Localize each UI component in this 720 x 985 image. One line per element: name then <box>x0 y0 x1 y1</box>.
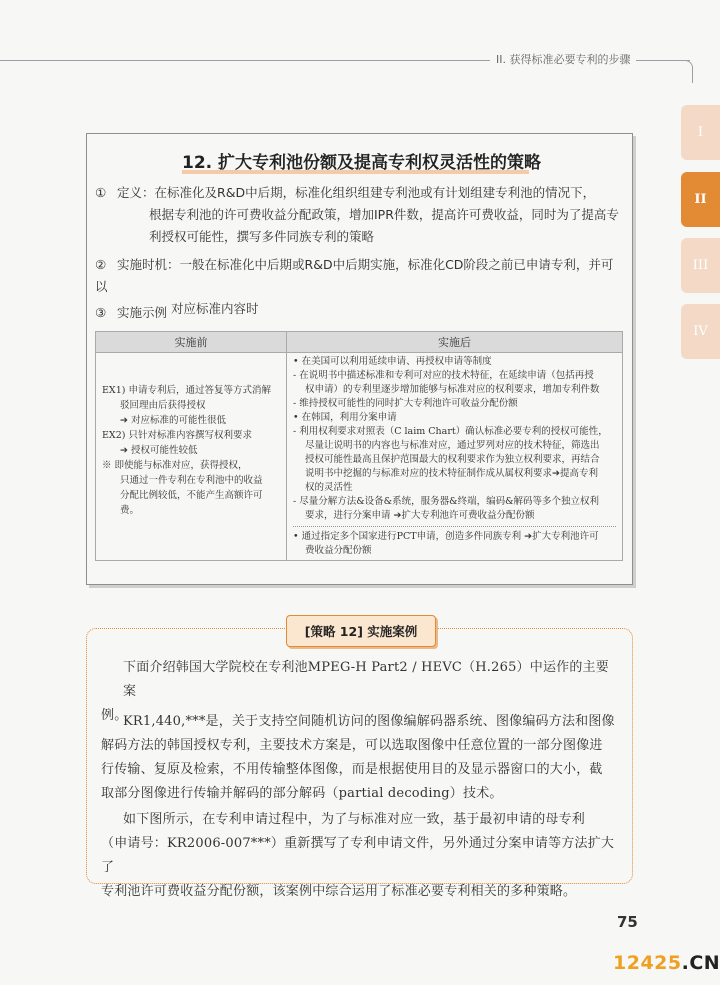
before-line: ➔ 授权可能性较低 <box>120 445 198 456</box>
case-paragraph-2 <box>101 710 621 806</box>
before-line: ※ 即使能与标准对应，获得授权， <box>102 460 248 471</box>
case-line: 取部分图像进行传输并解码的部分解码（partial decoding）技术。 <box>101 786 503 801</box>
before-cell <box>96 353 287 561</box>
definition-number: ① <box>95 185 107 200</box>
strategy-title: 12. 扩大专利池份额及提高专利权灵活性的策略 <box>182 153 542 173</box>
chapter-tab-1[interactable]: I <box>681 105 720 160</box>
after-line: - 在说明书中描述标准和专利可对应的技术特征，在延续申请（包括再授 <box>293 370 594 381</box>
before-line: 费。 <box>120 505 140 516</box>
case-line: KR1,440,***是，关于支持空间随机访问的图像编解码器系统、图像编码方法和图像 <box>123 714 615 729</box>
case-line: 如下图所示，在专利申请过程中，为了与标准对应一致，基于最初申请的母专利 <box>123 812 586 827</box>
strategy-box <box>86 133 633 585</box>
case-line: 下面介绍韩国大学院校在专利池MPEG-H Part2 / HEVC（H.265）中运作的主要案 <box>123 660 609 699</box>
comparison-table <box>95 331 623 561</box>
definition-line-1: 在标准化及R&D中后期，标准化组织组建专利池或有计划组建专利池的情况下， <box>154 185 596 200</box>
after-line: • 在美国可以利用延续申请、再授权申请等制度 <box>293 356 492 367</box>
definition-line-2: 根据专利池的许可费收益分配政策，增加IPR件数，提高许可费收益，同时为了提高专 <box>149 207 619 222</box>
before-line: ➔ 对应标准的可能性很低 <box>120 415 226 426</box>
chapter-tab-3[interactable]: III <box>681 238 720 293</box>
chapter-tab-4[interactable]: IV <box>681 304 720 359</box>
chapter-tab-2[interactable]: II <box>681 172 720 227</box>
after-line: 权申请）的专利里逐步增加能够与标准对应的权利要求，增加专利件数 <box>305 384 600 395</box>
after-line: 费收益分配份额 <box>305 545 372 556</box>
definition-line-3: 利授权可能性，撰写多件同族专利的策略 <box>149 229 375 244</box>
table-header-before: 实施前 <box>96 332 287 353</box>
after-line: - 利用权利要求对照表（C laim Chart）确认标准必要专利的授权可能性， <box>293 426 608 437</box>
after-line: 权的灵活性 <box>305 482 353 493</box>
before-line: 分配比例较低，不能产生高额许可 <box>120 490 263 501</box>
after-line: - 尽量分解方法&设备&系统，服务器&终端，编码&解码等多个独立权利 <box>293 496 600 507</box>
case-line: 专利池许可费收益分配份额，该案例中综合运用了标准必要专利相关的多种策略。 <box>101 884 577 899</box>
definition-label: 定义： <box>117 185 155 200</box>
timing-label: 实施时机： <box>117 257 180 272</box>
after-cell <box>287 353 623 561</box>
before-line: 只通过一件专利在专利池中的收益 <box>120 475 263 486</box>
case-label: [策略 12] 实施案例 <box>286 615 436 647</box>
after-line: • 通过指定多个国家进行PCT申请，创造多件同族专利 ➔扩大专利池许可 <box>293 531 599 542</box>
after-extra <box>293 526 616 558</box>
case-line: 解码方法的韩国授权专利，主要技术方案是，可以选取图像中任意位置的一部分图像进 <box>101 738 603 753</box>
definition-block <box>95 182 625 248</box>
watermark-domain: .CN <box>681 952 720 974</box>
case-line: 例。 <box>101 708 128 723</box>
page-number: 75 <box>617 913 638 931</box>
case-paragraph-3 <box>101 808 621 904</box>
before-line: EX2) 只针对标准内容撰写权利要求 <box>102 430 252 441</box>
before-line: 驳回理由后获得授权 <box>120 400 206 411</box>
table-header-after: 实施后 <box>287 332 623 353</box>
timing-number: ② <box>95 257 107 272</box>
header-rule-corner <box>670 60 693 83</box>
watermark-logo <box>613 952 720 974</box>
after-line: 尽量让说明书的内容也与标准对应，通过罗列对应的技术特征，筛选出 <box>305 440 600 451</box>
example-label: 实施示例 <box>117 305 168 320</box>
section-title: II. 获得标准必要专利的步骤 <box>490 51 636 67</box>
watermark-number: 12425 <box>613 952 682 974</box>
after-line: • 在韩国，利用分案申请 <box>293 412 397 423</box>
after-line: 要求，进行分案申请 ➔扩大专利池许可费收益分配份额 <box>305 510 535 521</box>
before-line: EX1) 申请专利后，通过答复等方式消解 <box>102 385 271 396</box>
after-line: 说明书中挖掘的与标准对应的技术特征制作成从属权利要求➔提高专利 <box>305 468 598 479</box>
timing-line-2: 对应标准内容时 <box>171 301 259 316</box>
case-line: 行传输、复原及检索，不用传输整体图像，而是根据使用目的及显示器窗口的大小，截 <box>101 762 603 777</box>
after-line: 授权可能性最高且保护范围最大的权利要求作为独立权利要求，再结合 <box>305 454 600 465</box>
timing-line-1: 一般在标准化中后期或R&D中后期实施，标准化CD阶段之前已申请专利，并可以 <box>95 257 614 294</box>
case-line: （申请号：KR2006-007***）重新撰写了专利申请文件，另外通过分案申请等方法扩大了 <box>101 836 615 875</box>
example-number: ③ <box>95 305 107 320</box>
after-line: - 维持授权可能性的同时扩大专利池许可收益分配份额 <box>293 398 518 409</box>
example-block <box>95 302 625 324</box>
